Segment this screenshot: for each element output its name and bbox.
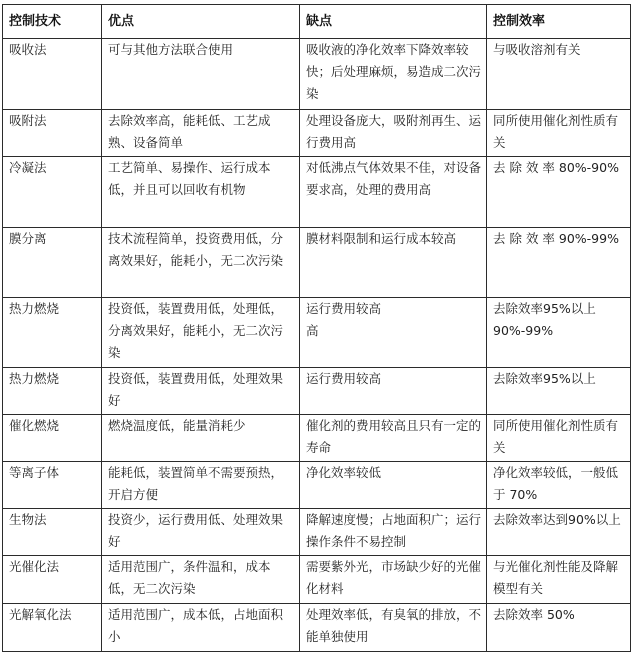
cell-disadvantages: 催化剂的费用较高且只有一定的寿命 — [300, 415, 487, 462]
cell-disadvantages: 膜材料限制和运行成本较高 — [300, 228, 487, 298]
cell-advantages: 可与其他方法联合使用 — [102, 39, 300, 110]
header-disadvantages: 缺点 — [300, 5, 487, 39]
cell-efficiency: 去 除 效 率 90%-99% — [487, 228, 631, 298]
header-row — [3, 5, 631, 39]
cell-disadvantages: 对低沸点气体效果不佳，对设备要求高，处理的费用高 — [300, 157, 487, 228]
cell-technology: 等离子体 — [3, 462, 102, 509]
cell-efficiency: 去除效率达到90%以上 — [487, 509, 631, 556]
table-row — [3, 604, 631, 652]
table-row — [3, 415, 631, 462]
cell-technology: 光催化法 — [3, 556, 102, 604]
table-row — [3, 462, 631, 509]
cell-technology: 生物法 — [3, 509, 102, 556]
cell-efficiency: 去 除 效 率 80%-90% — [487, 157, 631, 228]
cell-efficiency: 去除效率 50% — [487, 604, 631, 652]
vocs-control-technology-table — [2, 4, 631, 652]
cell-efficiency: 去除效率95%以上 — [487, 368, 631, 415]
cell-efficiency: 同所使用催化剂性质有关 — [487, 415, 631, 462]
cell-technology: 催化燃烧 — [3, 415, 102, 462]
cell-technology: 热力燃烧 — [3, 298, 102, 368]
cell-disadvantages: 运行费用较高 高 — [300, 298, 487, 368]
cell-advantages: 燃烧温度低，能量消耗少 — [102, 415, 300, 462]
cell-advantages: 技术流程简单，投资费用低，分离效果好，能耗小，无二次污染 — [102, 228, 300, 298]
table-row — [3, 157, 631, 228]
cell-advantages: 工艺简单、易操作、运行成本低，并且可以回收有机物 — [102, 157, 300, 228]
cell-technology: 光解氧化法 — [3, 604, 102, 652]
cell-efficiency: 与吸收溶剂有关 — [487, 39, 631, 110]
header-advantages: 优点 — [102, 5, 300, 39]
cell-technology: 冷凝法 — [3, 157, 102, 228]
cell-efficiency: 去除效率95%以上 90%-99% — [487, 298, 631, 368]
cell-disadvantages: 运行费用较高 — [300, 368, 487, 415]
cell-advantages: 适用范围广，条件温和，成本低，无二次污染 — [102, 556, 300, 604]
cell-advantages: 去除效率高，能耗低、工艺成熟、设备简单 — [102, 110, 300, 157]
cell-disadvantages: 吸收液的净化效率下降效率较快；后处理麻烦，易造成二次污染 — [300, 39, 487, 110]
table-row — [3, 110, 631, 157]
table-row — [3, 556, 631, 604]
cell-technology: 吸收法 — [3, 39, 102, 110]
cell-efficiency: 与光催化剂性能及降解模型有关 — [487, 556, 631, 604]
cell-advantages: 投资低，装置费用低，处理低，分离效果好，能耗小，无二次污染 — [102, 298, 300, 368]
cell-advantages: 投资低，装置费用低，处理效果好 — [102, 368, 300, 415]
cell-advantages: 投资少，运行费用低、处理效果好 — [102, 509, 300, 556]
header-efficiency: 控制效率 — [487, 5, 631, 39]
table-row — [3, 39, 631, 110]
cell-disadvantages: 处理设备庞大，吸附剂再生、运行费用高 — [300, 110, 487, 157]
table-row — [3, 298, 631, 368]
table-row — [3, 509, 631, 556]
cell-disadvantages: 处理效率低，有臭氧的排放，不能单独使用 — [300, 604, 487, 652]
cell-efficiency: 同所使用催化剂性质有关 — [487, 110, 631, 157]
cell-technology: 膜分离 — [3, 228, 102, 298]
cell-technology: 热力燃烧 — [3, 368, 102, 415]
cell-disadvantages: 降解速度慢；占地面积广；运行操作条件不易控制 — [300, 509, 487, 556]
cell-advantages: 能耗低，装置简单不需要预热，开启方便 — [102, 462, 300, 509]
cell-disadvantages: 需要紫外光，市场缺少好的光催化材料 — [300, 556, 487, 604]
header-technology: 控制技术 — [3, 5, 102, 39]
cell-technology: 吸附法 — [3, 110, 102, 157]
cell-efficiency: 净化效率较低，一般低于 70% — [487, 462, 631, 509]
table-row — [3, 368, 631, 415]
cell-disadvantages: 净化效率较低 — [300, 462, 487, 509]
table-row — [3, 228, 631, 298]
cell-advantages: 适用范围广，成本低，占地面积小 — [102, 604, 300, 652]
